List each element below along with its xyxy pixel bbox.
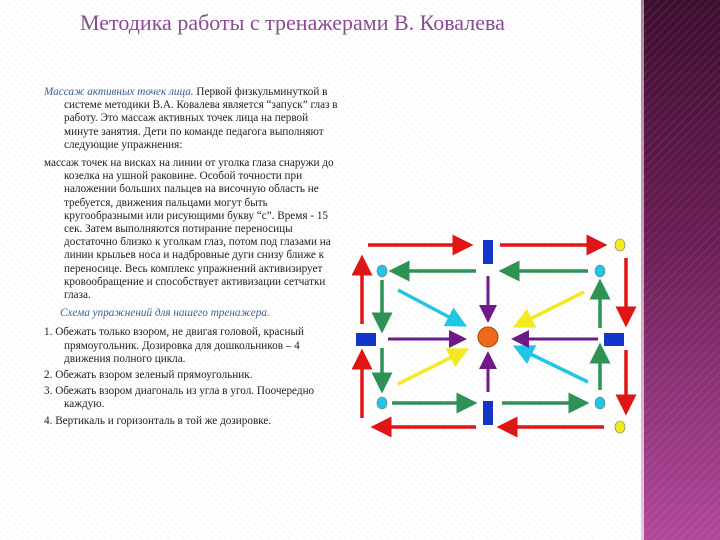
top-blue-marker (483, 240, 493, 264)
left-blue-marker (356, 333, 376, 346)
cyan-corner-dot (377, 397, 387, 409)
yellow-corner-dot (615, 421, 625, 433)
intro-paragraph (44, 86, 338, 152)
yellow-diagonal-arrow (516, 292, 584, 326)
step-3: 3. Обежать взором диагональ из угла в угол. Поочередно каждую. (44, 385, 315, 411)
side-band-pattern (641, 0, 720, 540)
cyan-corner-dot (595, 397, 605, 409)
bottom-blue-marker (483, 401, 493, 425)
slide-title: Методика работы с тренажерами В. Ковалева (80, 10, 505, 35)
massage-paragraph: массаж точек на висках на линии от уголка глаза снаружи до козелка на ушной раковине. Особой точности при наложении больших пальцев на височную область не требуется, движения пальцами могут быть кругообразными или рисующими букву “с”. Время - 15 сек. Затем выполняются потирание переносицы достаточно близко к уголкам глаз, потом под глазами на линии крыльев носа и надбровные дуги снизу ближе к переносице. Весь комплекс упражнений активизирует кровообращение и способствует активизации сетчатки глаза. (44, 157, 334, 302)
decorative-side-band (641, 0, 720, 540)
scheme-title: Схема упражнений для нашего тренажера. (60, 307, 270, 320)
step-2: 2. Обежать взором зеленый прямоугольник. (44, 369, 253, 382)
step-1: 1. Обежать только взором, не двигая головой, красный прямоугольник. Дозировка для дошкольников – 4 движения полного цикла. (44, 326, 304, 365)
right-blue-marker (604, 333, 624, 346)
eye-trainer-diagram (352, 232, 637, 437)
yellow-corner-dot (615, 239, 625, 251)
intro-text: Первой физкульминуткой в системе методики В.А. Ковалева является “запуск” глаз в работу. Это массаж активных точек лица на первой минуте занятия. Дети по команде педагога выполняют следующие упражнения: (64, 86, 338, 151)
intro-lead: Массаж активных точек лица. (44, 86, 194, 98)
cyan-corner-dot (377, 265, 387, 277)
yellow-diagonal-arrow (398, 350, 466, 384)
cyan-corner-dot (595, 265, 605, 277)
cyan-diagonal-arrow (398, 290, 464, 325)
cyan-diagonal-arrow (516, 347, 588, 382)
side-band-edge (641, 0, 644, 540)
step-4: 4. Вертикаль и горизонталь в той же дозировке. (44, 414, 272, 427)
text-content (44, 86, 338, 431)
center-orange-point (478, 327, 498, 347)
